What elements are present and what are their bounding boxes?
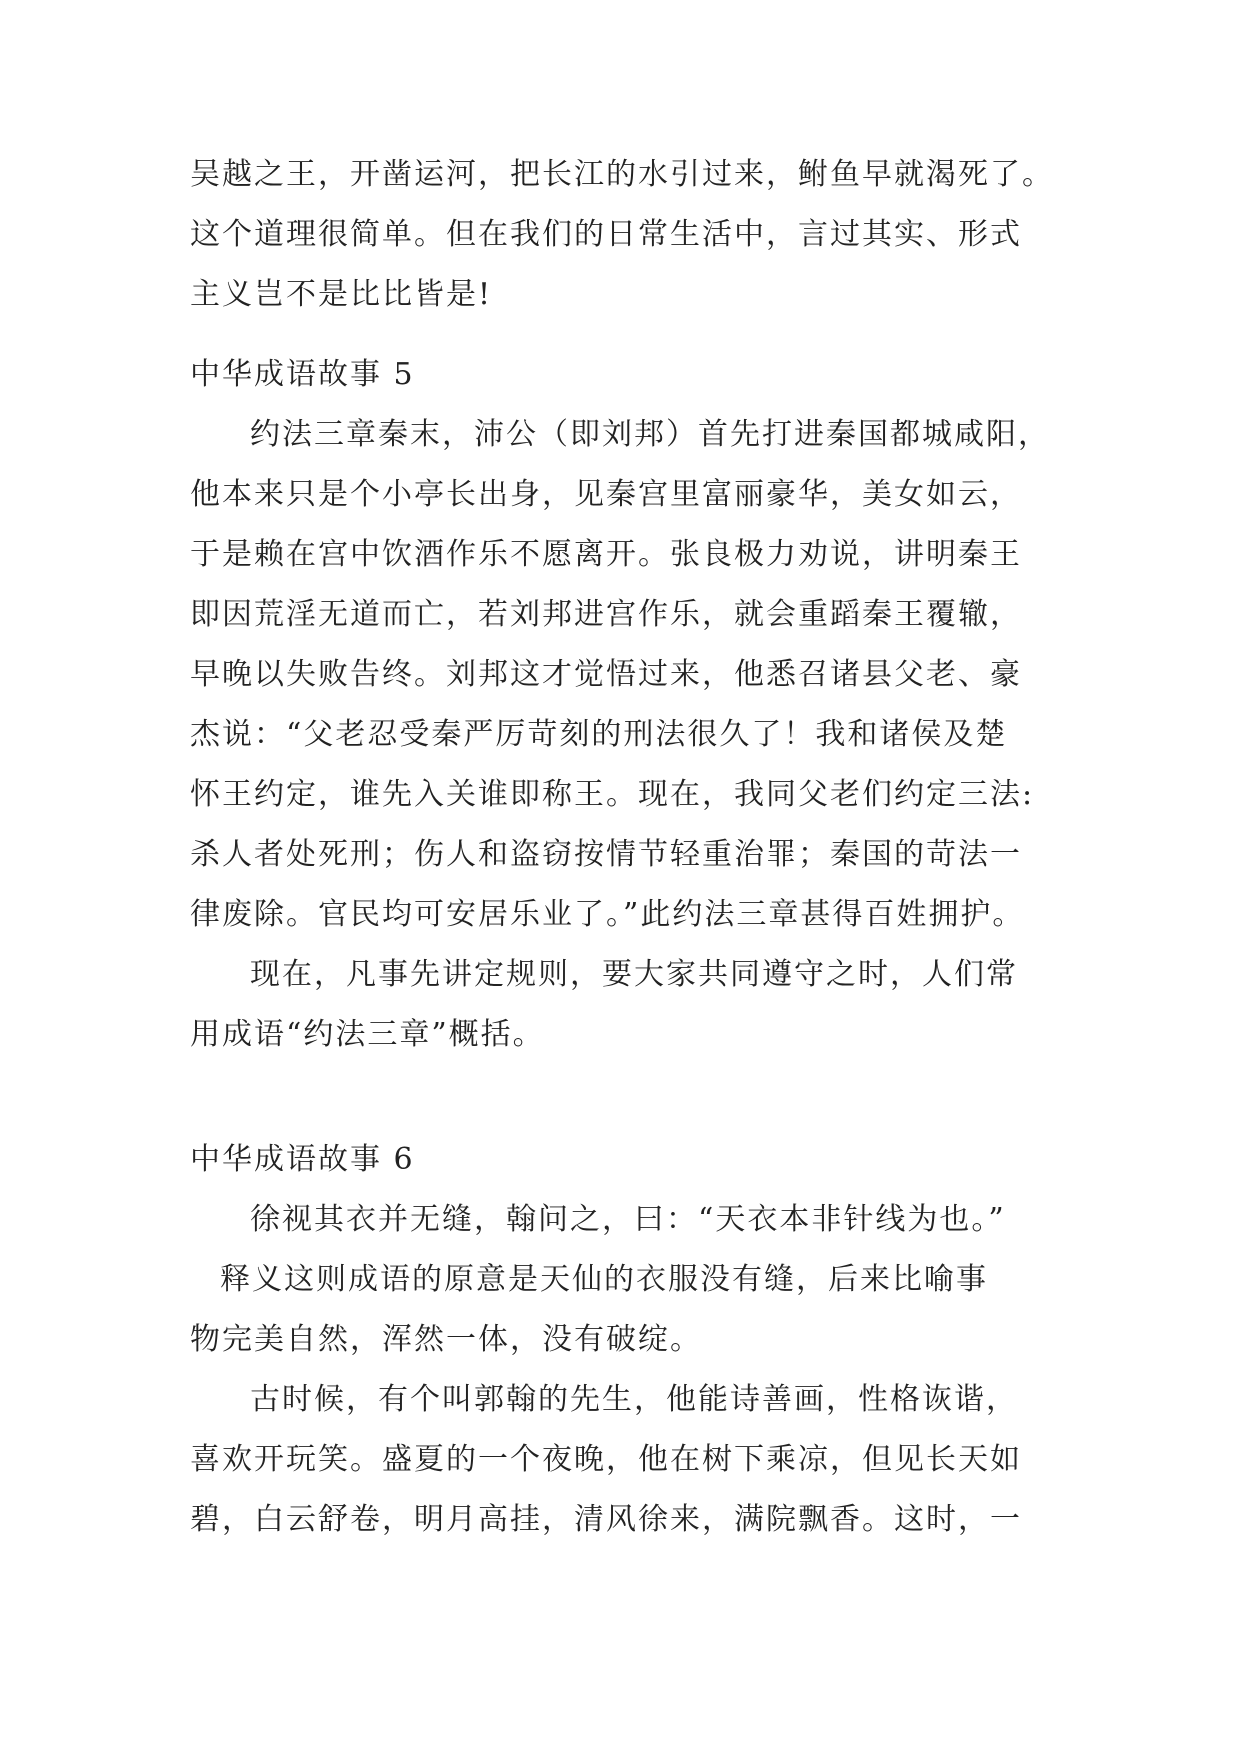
- previous-section-text: [190, 145, 1070, 325]
- paragraph-line: 约法三章秦末，沛公（即刘邦）首先打进秦国都城咸阳，: [250, 417, 1050, 452]
- paragraph-line: 喜欢开玩笑。盛夏的一个夜晚，他在树下乘凉，但见长天如: [190, 1442, 1022, 1477]
- section-title: 中华成语故事 6: [190, 1142, 415, 1177]
- section-6: [190, 1130, 1070, 1550]
- paragraph-line: 古时候，有个叫郭翰的先生，他能诗善画，性格诙谐，: [250, 1382, 1018, 1417]
- paragraph-line: 吴越之王，开凿运河，把长江的水引过来，鲋鱼早就渴死了。: [190, 157, 1054, 192]
- paragraph-line: 用成语“约法三章”概括。: [190, 1017, 545, 1052]
- paragraph-line: 于是赖在宫中饮酒作乐不愿离开。张良极力劝说，讲明秦王: [190, 537, 1022, 572]
- paragraph-line: 律废除。官民均可安居乐业了。”此约法三章甚得百姓拥护。: [190, 897, 1025, 932]
- paragraph-line: 他本来只是个小亭长出身，见秦宫里富丽豪华，美女如云，: [190, 477, 1022, 512]
- paragraph-line: 徐视其衣并无缝，翰问之，曰：“天衣本非针线为也。”: [250, 1202, 1006, 1237]
- paragraph-line: 杀人者处死刑；伤人和盗窃按情节轻重治罪；秦国的苛法一: [190, 837, 1022, 872]
- paragraph-line: 碧，白云舒卷，明月高挂，清风徐来，满院飘香。这时，一: [190, 1502, 1022, 1537]
- paragraph-line: 这个道理很简单。但在我们的日常生活中，言过其实、形式: [190, 217, 1022, 252]
- section-5: [190, 345, 1070, 1065]
- paragraph-line: 怀王约定，谁先入关谁即称王。现在，我同父老们约定三法:: [190, 777, 1035, 812]
- paragraph-line: 物完美自然，浑然一体，没有破绽。: [190, 1322, 702, 1357]
- paragraph-line: 现在，凡事先讲定规则，要大家共同遵守之时，人们常: [250, 957, 1018, 992]
- paragraph-line: 早晚以失败告终。刘邦这才觉悟过来，他悉召诸县父老、豪: [190, 657, 1022, 692]
- paragraph-line: 主义岂不是比比皆是!: [190, 277, 493, 312]
- paragraph-line: 杰说：“父老忍受秦严厉苛刻的刑法很久了！我和诸侯及楚: [190, 717, 1008, 752]
- paragraph-line: 即因荒淫无道而亡，若刘邦进宫作乐，就会重蹈秦王覆辙，: [190, 597, 1022, 632]
- section-title: 中华成语故事 5: [190, 357, 415, 392]
- paragraph-line: 释义这则成语的原意是天仙的衣服没有缝，后来比喻事: [220, 1262, 988, 1297]
